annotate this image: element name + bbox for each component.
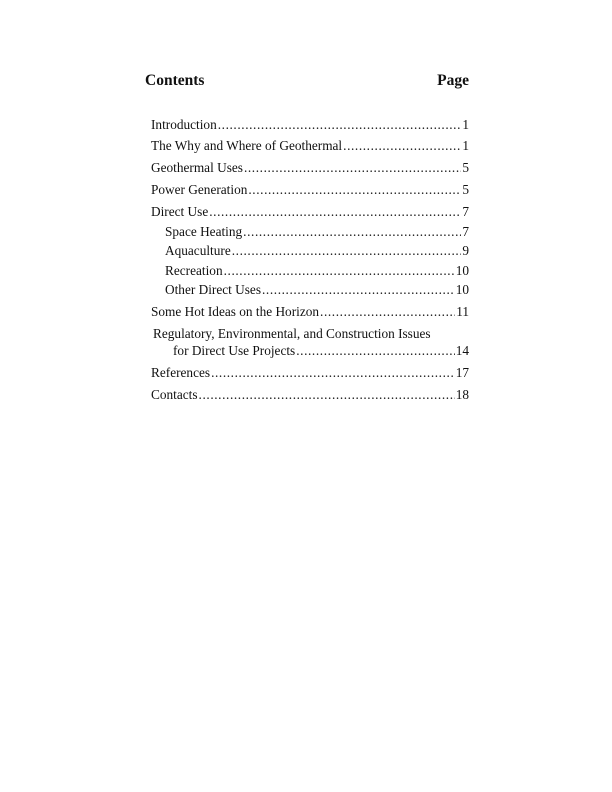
- toc-header: [145, 72, 469, 92]
- toc-entry-title: The Why and Where of Geothermal: [151, 138, 343, 153]
- dot-leader: [248, 182, 461, 198]
- dot-leader: [218, 117, 462, 133]
- toc-entry-page: 18: [455, 387, 469, 402]
- toc-entry-title: Power Generation: [151, 182, 248, 197]
- toc-entry-page: 10: [455, 282, 469, 297]
- toc-entry-space-heating[interactable]: [151, 224, 469, 241]
- toc-entry-why-and-where[interactable]: [151, 138, 469, 155]
- toc-entry-page: 1: [462, 117, 469, 132]
- dot-leader: [199, 387, 455, 403]
- dot-leader: [244, 160, 461, 176]
- toc-entry-title: Other Direct Uses: [165, 282, 261, 297]
- toc-entry-title-line1: Regulatory, Environmental, and Construction Issues: [153, 326, 431, 341]
- toc-entry-title: References: [151, 365, 211, 380]
- toc-entry-references[interactable]: [151, 365, 469, 382]
- dot-leader: [343, 138, 461, 154]
- toc-entry-power-generation[interactable]: [151, 182, 469, 199]
- dot-leader: [243, 224, 461, 240]
- toc-entry-page: 5: [462, 160, 469, 175]
- toc-entry-page: 1: [462, 138, 469, 153]
- toc-entry-title-line2-row: [151, 343, 469, 360]
- contents-heading: Contents: [145, 72, 205, 89]
- toc-entry-hot-ideas[interactable]: [151, 304, 469, 321]
- toc-entry-title-line2: for Direct Use Projects: [173, 343, 296, 358]
- dot-leader: [211, 365, 455, 381]
- toc-entry-title: Some Hot Ideas on the Horizon: [151, 304, 320, 319]
- toc-entry-page: 5: [462, 182, 469, 197]
- toc-entry-page: 14: [455, 343, 469, 358]
- toc-entry-title: Contacts: [151, 387, 198, 402]
- toc-entry-recreation[interactable]: [151, 263, 469, 280]
- toc-entry-page: 10: [455, 263, 469, 278]
- toc-entry-introduction[interactable]: [151, 117, 469, 134]
- toc-entry-aquaculture[interactable]: [151, 243, 469, 260]
- toc-entry-page: 7: [462, 224, 469, 239]
- toc-entry-title: Introduction: [151, 117, 217, 132]
- toc-entry-title: Space Heating: [165, 224, 243, 239]
- dot-leader: [209, 204, 461, 220]
- toc-entry-title: Aquaculture: [165, 243, 231, 258]
- dot-leader: [262, 282, 455, 298]
- dot-leader: [224, 263, 455, 279]
- dot-leader: [232, 243, 462, 259]
- dot-leader: [320, 304, 455, 320]
- dot-leader: [296, 343, 454, 359]
- toc-entry-geothermal-uses[interactable]: [151, 160, 469, 177]
- toc-entry-title: Geothermal Uses: [151, 160, 243, 175]
- toc-entry-page: 9: [462, 243, 469, 258]
- toc-entry-contacts[interactable]: [151, 387, 469, 404]
- toc-entry-other-direct-uses[interactable]: [151, 282, 469, 299]
- toc-entry-page: 17: [455, 365, 469, 380]
- toc-entry-page: 11: [456, 304, 469, 319]
- page-heading: Page: [437, 72, 469, 89]
- toc-entry-title: Direct Use: [151, 204, 209, 219]
- toc-entry-title: Recreation: [165, 263, 223, 278]
- toc-entry-page: 7: [462, 204, 469, 219]
- toc-entry-direct-use[interactable]: [151, 204, 469, 221]
